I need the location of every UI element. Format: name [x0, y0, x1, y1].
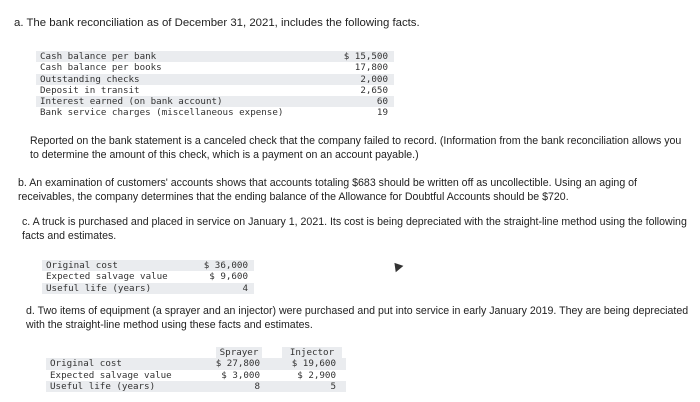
table-row	[46, 358, 346, 369]
part-a-note: Reported on the bank statement is a canceled check that the company failed to record. (Information from the bank reconciliation allows you to determine the amount of this check, which is a payment on an account payable.)	[30, 135, 682, 161]
sprayer-value: $ 3,000	[221, 369, 260, 381]
fact-label: Bank service charges (miscellaneous expense)	[40, 107, 284, 119]
table-row	[46, 381, 346, 392]
sprayer-value: 8	[254, 380, 260, 392]
fact-label: Original cost	[46, 260, 118, 271]
fact-label: Interest earned (on bank account)	[40, 96, 223, 108]
part-c-facts-table	[42, 260, 254, 294]
part-b-text: b. An examination of customers' accounts shows that accounts totaling $683 should be written off as uncollectible. Using an aging of receivables, the company determines that the ending balance of the Allowance for Doubtful Accounts should be $720.	[18, 177, 637, 203]
part-d-text: d. Two items of equipment (a sprayer and an injector) were purchased and put into service in early January 2019. They are being depreciated with the straight-line method using these facts and estimates.	[26, 305, 689, 331]
fact-label: Original cost	[50, 358, 122, 370]
fact-value: 4	[242, 282, 248, 294]
table-header-row	[46, 347, 346, 358]
fact-label: Expected salvage value	[50, 369, 172, 381]
table-row	[36, 85, 394, 96]
table-row	[36, 51, 394, 62]
fact-label: Cash balance per books	[40, 62, 162, 74]
mouse-cursor-icon	[391, 260, 404, 273]
fact-label: Cash balance per bank	[40, 51, 157, 62]
table-row	[36, 62, 394, 73]
part-c-text: c. A truck is purchased and placed in service on January 1, 2021. Its cost is being depreciated with the straight-line method using the following facts and estimates.	[22, 216, 687, 242]
table-row	[46, 370, 346, 381]
fact-value: $ 36,000	[203, 260, 248, 271]
fact-label: Useful life (years)	[46, 282, 152, 294]
table-row	[42, 260, 254, 271]
fact-label: Expected salvage value	[46, 271, 168, 283]
part-d-equipment-table	[46, 347, 346, 392]
fact-label: Outstanding checks	[40, 73, 140, 85]
injector-value: $ 19,600	[291, 358, 336, 370]
column-header-injector: Injector	[282, 347, 342, 358]
table-row	[42, 271, 254, 282]
table-row	[42, 283, 254, 294]
injector-value: $ 2,900	[297, 369, 336, 381]
injector-value: 5	[330, 380, 336, 392]
table-row	[36, 107, 394, 118]
table-row	[36, 74, 394, 85]
part-a-facts-table	[36, 51, 394, 119]
fact-value: 19	[376, 107, 388, 119]
part-a-intro: a. The bank reconciliation as of December 31, 2021, includes the following facts.	[14, 17, 420, 29]
fact-value: $ 15,500	[343, 51, 388, 62]
fact-label: Useful life (years)	[50, 380, 156, 392]
fact-value: 2,000	[360, 73, 388, 85]
table-row	[36, 96, 394, 107]
fact-value: 2,650	[360, 84, 388, 96]
fact-value: 17,800	[354, 62, 388, 74]
sprayer-value: $ 27,800	[215, 358, 260, 370]
column-header-sprayer: Sprayer	[216, 347, 262, 358]
fact-value: 60	[376, 96, 388, 108]
fact-label: Deposit in transit	[40, 84, 140, 96]
fact-value: $ 9,600	[209, 271, 248, 283]
